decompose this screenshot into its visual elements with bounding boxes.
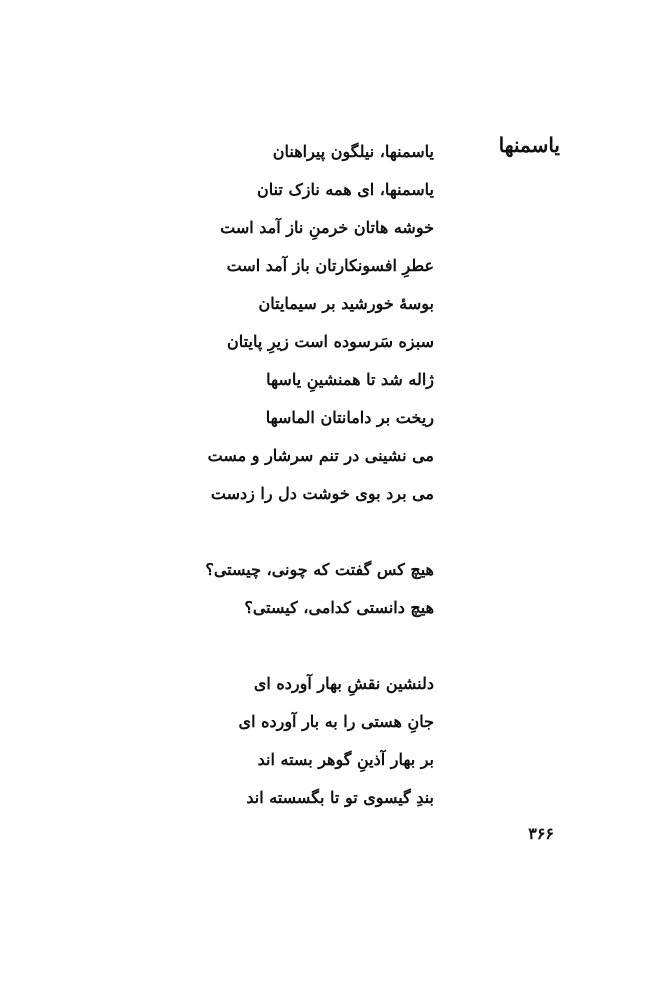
page-number: ۳۶۶	[528, 824, 554, 843]
verse-line: هیچ دانستی کدامی، کیستی؟	[244, 598, 434, 617]
poem-body	[114, 133, 434, 817]
verse-line: خوشه هاتان خرمنِ ناز آمد است	[220, 218, 434, 237]
stanza-3	[114, 665, 434, 817]
verse-line: بر بهار آذینِ گوهر بسته اند	[257, 750, 434, 769]
verse-line: جانِ هستی را به بار آورده ای	[238, 712, 434, 731]
stanza-1	[114, 133, 434, 513]
verse-line: عطرِ افسونکارتان باز آمد است	[226, 256, 434, 275]
verse-line: یاسمنها، نیلگون پیراهنان	[272, 142, 434, 161]
verse-line: یاسمنها، ای همه نازک تنان	[256, 180, 434, 199]
poem-title: یاسمنها	[498, 133, 560, 157]
stanza-2	[114, 551, 434, 627]
verse-line: دلنشین نقشِ بهار آورده ای	[253, 674, 434, 693]
verse-line: می برد بوی خوشت دل را زدست	[210, 484, 434, 503]
verse-line: بوسهٔ خورشید بر سیمایتان	[258, 294, 434, 313]
verse-line: ریخت بر دامانتان الماسها	[265, 408, 434, 427]
verse-line: سبزه سَرسوده است زیرِ پایتان	[227, 332, 434, 351]
verse-line: ژاله شد تا همنشینِ یاسها	[266, 370, 434, 389]
verse-line: هیچ کس گفتت که چونی، چیستی؟	[205, 560, 434, 579]
verse-line: می نشینی در تنم سرشار و مست	[207, 446, 434, 465]
verse-line: بندِ گیسوی تو تا بگسسته اند	[246, 788, 434, 807]
